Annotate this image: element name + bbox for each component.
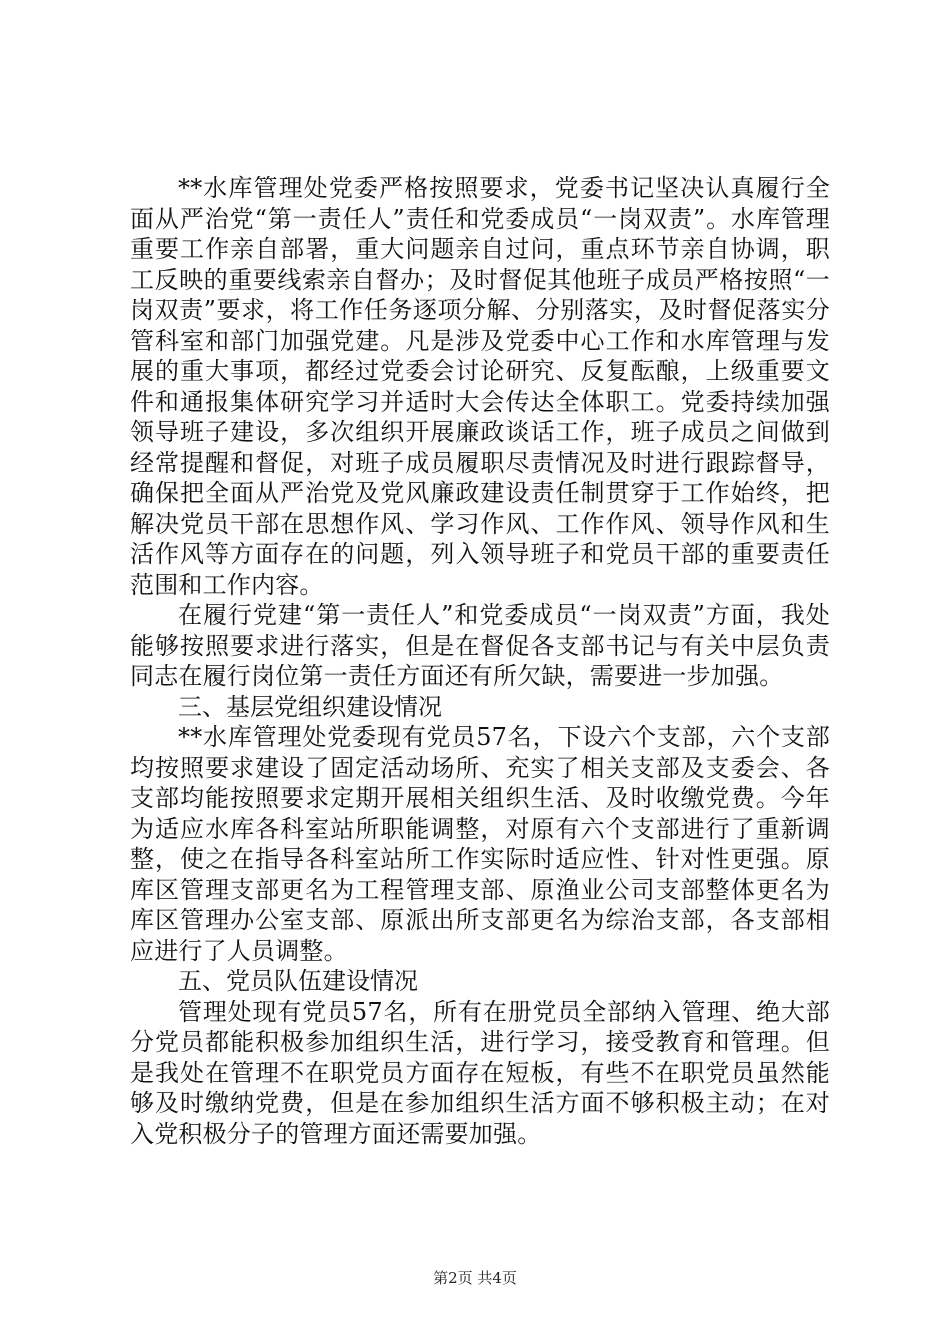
section-heading-member-team: 五、党员队伍建设情况 (178, 967, 418, 995)
paragraph-party-committee-responsibility: **水库管理处党委严格按照要求，党委书记坚决认真履行全面从严治党“第一责任人”责任和党委成员“一岗双责”。水库管理重要工作亲自部署，重大问题亲自过问，重点环节亲自协调，职工反映的重要线索亲自督办；及时督促其他班子成员严格按照“一岗双责”要求，将工作任务逐项分解、分别落实，及时督促落实分管科室和部门加强党建。凡是涉及党委中心工作和水库管理与发展的重大事项，都经过党委会讨论研究、反复酝酿，上级重要文件和通报集体研究学习并适时大会传达全体职工。党委持续加强领导班子建设，多次组织开展廉政谈话工作，班子成员之间做到经常提醒和督促，对班子成员履职尽责情况及时进行跟踪督导，确保把全面从严治党及党风廉政建设责任制贯穿于工作始终，把解决党员干部在思想作风、学习作风、工作作风、领导作风和生活作风等方面存在的问题，列入领导班子和党员干部的重要责任范围和工作内容。 (130, 174, 830, 599)
page-number-footer: 第2页 共4页 (433, 1269, 517, 1287)
paragraph-member-management: 管理处现有党员57名，所有在册党员全部纳入管理、绝大部分党员都能积极参加组织生活，进行学习，接受教育和管理。但是我处在管理不在职党员方面存在短板，有些不在职党员虽然能够及时缴纳党费，但是在参加组织生活方面不够积极主动；在对入党积极分子的管理方面还需要加强。 (130, 997, 830, 1148)
section-heading-grassroots: 三、基层党组织建设情况 (178, 692, 442, 721)
paragraph-grassroots-branches: **水库管理处党委现有党员57名，下设六个支部，六个支部均按照要求建设了固定活动场所、充实了相关支部及支委会、各支部均能按照要求定期开展相关组织生活、及时收缴党费。今年为适应水库各科室站所职能调整，对原有六个支部进行了重新调整，使之在指导各科室站所工作实际时适应性、针对性更强。原库区管理支部更名为工程管理支部、原渔业公司支部整体更名为库区管理办公室支部、原派出所支部更名为综治支部，各支部相应进行了人员调整。 (130, 723, 830, 965)
document-body (130, 173, 830, 1149)
paragraph-responsibility-shortcoming: 在履行党建“第一责任人”和党委成员“一岗双责”方面，我处能够按照要求进行落实，但是在督促各支部书记与有关中层负责同志在履行岗位第一责任方面还有所欠缺，需要进一步加强。 (130, 601, 830, 690)
